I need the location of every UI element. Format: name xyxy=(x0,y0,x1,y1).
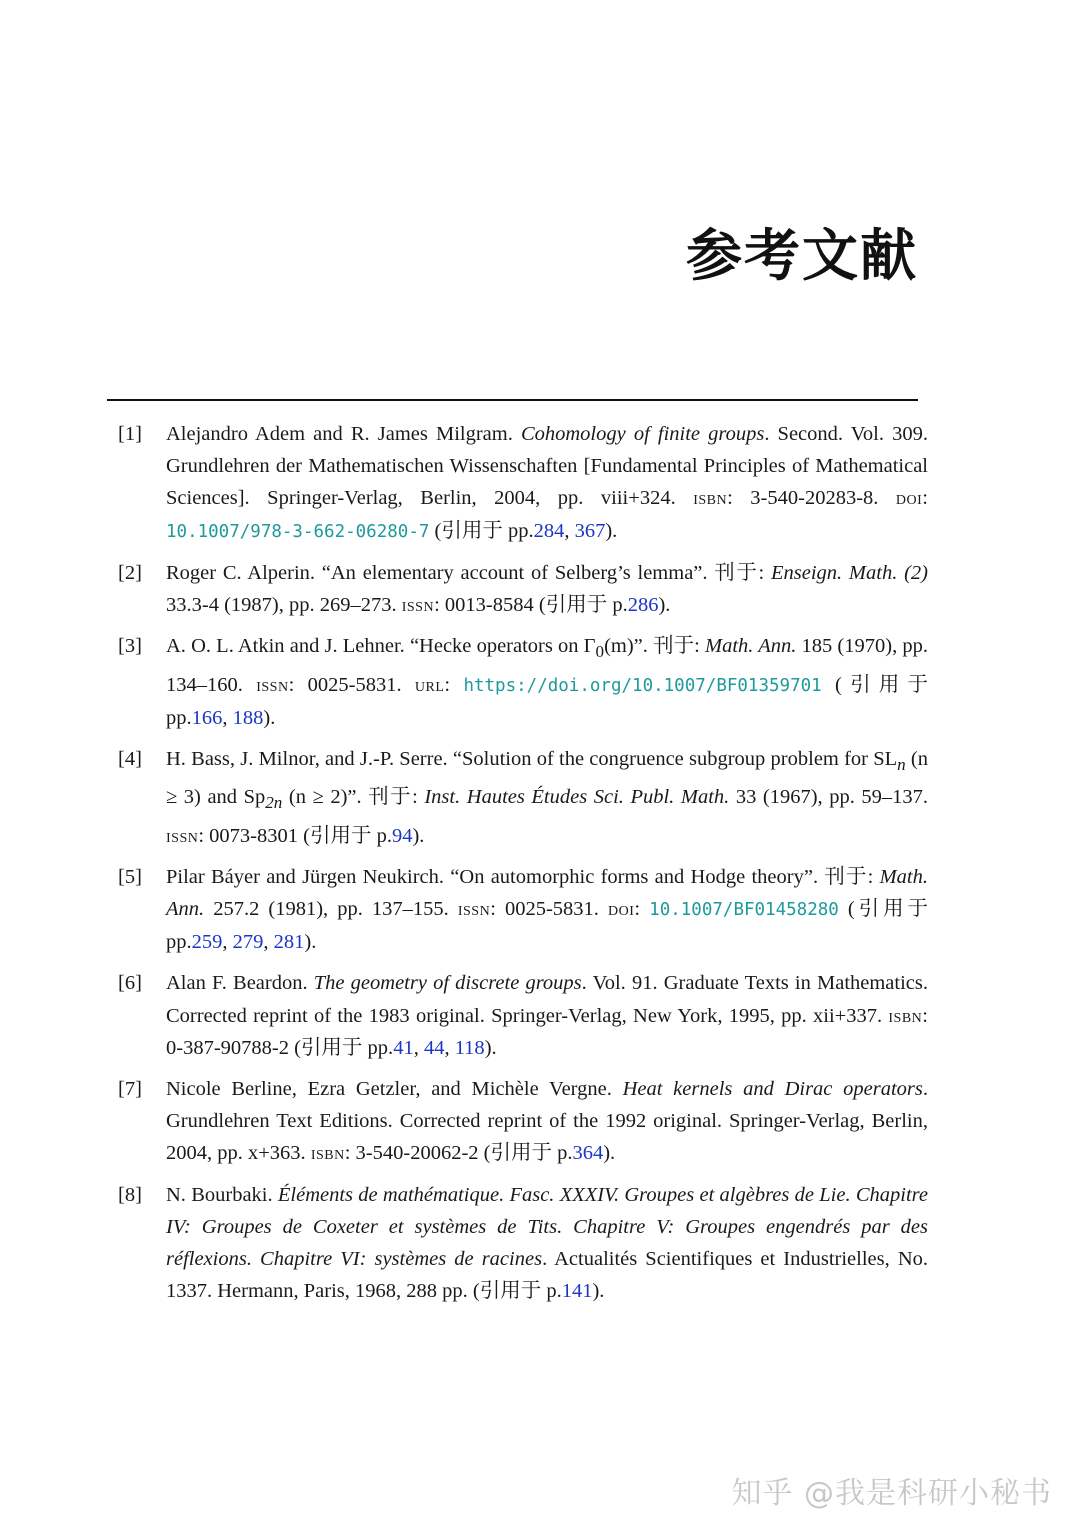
page-link[interactable]: 188 xyxy=(232,706,264,729)
page-link[interactable]: 281 xyxy=(273,931,305,954)
entry-title-end: (n ≥ 2)”. xyxy=(282,786,369,809)
entry-text: Pilar Báyer and Jürgen Neukirch. “On automorphic forms and Hodge theory”. 刊于: Math. Ann. 257.2 (1981), pp. 137–155. issn: 0025-5831. doi: 10.1007/BF01458280 (引用于 pp.259, 279, 281). xyxy=(166,865,929,954)
citation-prefix: (引用于 pp. xyxy=(166,897,929,954)
page-link[interactable]: 141 xyxy=(561,1280,593,1303)
issn-label: issn xyxy=(457,897,491,920)
subscript: 2n xyxy=(265,793,283,813)
isbn-value: : 0-387-90788-2 xyxy=(166,1004,928,1059)
entry-title-mid: (n ≥ 3) and Sp xyxy=(166,747,929,809)
page-link[interactable]: 364 xyxy=(572,1142,604,1165)
issn-label: issn xyxy=(401,594,435,617)
citation-prefix: (引用于 p. xyxy=(533,594,628,617)
entry-authors: Pilar Báyer and Jürgen Neukirch. “On automorphic forms and Hodge theory”. xyxy=(166,865,825,888)
entry-number: [6] xyxy=(118,972,142,995)
citation-suffix: ). xyxy=(412,824,425,847)
entry-book-title: Heat kernels and Dirac operators xyxy=(622,1077,923,1100)
citation-suffix: ). xyxy=(592,1280,605,1303)
entry-text: Alejandro Adem and R. James Milgram. Cohomology of finite groups. Second. Vol. 309. Grundlehren der Mathematischen Wissenschaften [Fundamental Principles of Mathematical Sciences]. Springer-Verlag, Berlin, 2004, pp. viii+324. isbn: 3-540-20283-8. doi: 10.1007/978-3-662-06280-7 (引用于 pp.284, 367). xyxy=(166,423,928,542)
entry-number: [1] xyxy=(118,423,142,445)
issn-value: : 0013-8584 xyxy=(434,594,534,617)
citation-prefix: (引用于 p. xyxy=(467,1280,562,1303)
page-link[interactable]: 118 xyxy=(454,1036,485,1059)
doi-label: doi xyxy=(895,487,923,510)
bib-entry-7 xyxy=(118,1073,928,1170)
issn-value: : 0025-5831. xyxy=(288,673,415,696)
page-link[interactable]: 166 xyxy=(191,706,223,729)
issn-label: issn xyxy=(256,673,289,696)
url-separator: : xyxy=(444,673,464,696)
entry-number: [7] xyxy=(118,1077,142,1100)
entry-number: [5] xyxy=(118,865,142,888)
bib-entry-5 xyxy=(118,861,928,959)
entry-journal: Inst. Hautes Études Sci. Publ. Math. xyxy=(424,786,730,809)
entry-details: 185 (1970), pp. 134–160. xyxy=(166,635,929,696)
citation-suffix: ). xyxy=(658,594,671,617)
isbn-label: isbn xyxy=(693,487,728,510)
doi-label: doi xyxy=(608,897,635,920)
isbn-label: isbn xyxy=(888,1004,923,1027)
subscript: n xyxy=(897,755,906,775)
page-title: 参考文献 xyxy=(686,223,918,289)
page-link[interactable]: 279 xyxy=(232,931,264,954)
entry-journal: Enseign. Math. (2) xyxy=(771,561,928,584)
entry-details: . Vol. 91. Graduate Texts in Mathematics. Corrected reprint of the 1983 original. Springer-Verlag, New York, 1995, pp. xii+337. xyxy=(166,972,928,1027)
published-in-label: 刊于 xyxy=(653,635,695,658)
watermark: 知乎 @我是科研小秘书 xyxy=(731,1476,1052,1511)
published-in-label: 刊于 xyxy=(714,561,759,584)
entry-details: 33 (1967), pp. 59–137. xyxy=(729,786,929,809)
citation-prefix: (引用于 pp. xyxy=(429,519,534,542)
isbn-value: : 3-540-20062-2 xyxy=(344,1142,479,1165)
bib-entry-8 xyxy=(118,1179,928,1308)
page-link[interactable]: 367 xyxy=(574,519,606,542)
subscript: 0 xyxy=(595,642,605,662)
citation-prefix: (引用于 pp. xyxy=(288,1036,394,1059)
published-in-label: 刊于 xyxy=(824,865,868,888)
citation-suffix: ). xyxy=(304,931,317,954)
bib-entry-6 xyxy=(118,967,928,1064)
doi-separator: : xyxy=(922,487,928,510)
citation-suffix: ). xyxy=(603,1142,616,1165)
bibliography-list xyxy=(118,418,928,1316)
page-link[interactable]: 41 xyxy=(393,1036,414,1059)
doi-separator: : xyxy=(634,897,650,920)
isbn-value: : 3-540-20283-8. xyxy=(727,487,896,510)
entry-details: . Grundlehren Text Editions. Corrected reprint of the 1992 original. Springer-Verlag, Berlin, 2004, pp. x+363. xyxy=(166,1077,928,1165)
entry-authors: A. O. L. Atkin and J. Lehner. “Hecke operators on Γ xyxy=(166,635,596,658)
url-link[interactable]: https://doi.org/10.1007/BF01359701 xyxy=(463,675,822,696)
citation-suffix: ). xyxy=(484,1036,497,1059)
doi-link[interactable]: 10.1007/978-3-662-06280-7 xyxy=(166,521,430,542)
isbn-label: isbn xyxy=(310,1142,345,1165)
entry-text: A. O. L. Atkin and J. Lehner. “Hecke operators on $\Gamma_0(m)$”. 刊于: Math. Ann. 185 (1970), pp. 134–160. issn: 0025-5831. url: https://doi.org/10.1007/BF01359701 (引用于 pp.166, 188). xyxy=(166,635,929,729)
entry-text xyxy=(166,1073,928,1170)
entry-book-title: Éléments de mathématique. Fasc. XXXIV. Groupes et algèbres de Lie. Chapitre IV: Groupes de Coxeter et systèmes de Tits. Chapitre V: Groupes engendrés par des réflexions. Chapitre VI: systèmes de racines xyxy=(166,1183,928,1270)
page-link[interactable]: 284 xyxy=(533,519,565,542)
issn-value: : 0073-8301 xyxy=(198,824,299,847)
entry-authors: H. Bass, J. Milnor, and J.-P. Serre. “Solution of the congruence subgroup problem for SL xyxy=(166,747,898,770)
page-link[interactable]: 259 xyxy=(191,931,223,954)
citation-prefix: (引用于 pp. xyxy=(166,673,928,729)
citation-prefix: (引用于 p. xyxy=(298,824,392,847)
entry-details: 257.2 (1981), pp. 137–155. xyxy=(204,897,458,920)
bib-entry-4 xyxy=(118,743,928,852)
citation-suffix: ). xyxy=(605,519,618,542)
entry-text: Alan F. Beardon. The geometry of discrete groups. Vol. 91. Graduate Texts in Mathematics. Corrected reprint of the 1983 original. Springer-Verlag, New York, 1995, pp. xii+337. isbn: 0-387-90788-2 (引用于 pp.41, 44, 118). xyxy=(166,972,928,1059)
title-rule xyxy=(107,399,918,401)
entry-authors: Alan F. Beardon. xyxy=(166,972,314,995)
citation-prefix: (引用于 p. xyxy=(478,1142,573,1165)
entry-number: [8] xyxy=(118,1183,142,1206)
doi-link[interactable]: 10.1007/BF01458280 xyxy=(649,899,839,920)
bib-entry-1 xyxy=(118,418,928,548)
entry-text: H. Bass, J. Milnor, and J.-P. Serre. “Solution of the congruence subgroup problem for $SL_n$ (n ≥ 3) and $Sp_{2n}$ (n ≥ 2)”. 刊于: Inst. Hautes Études Sci. Publ. Math. 33 (1967), pp. 59–137. issn: 0073-8301 (引用于 p.94). xyxy=(166,747,929,847)
entry-authors: Alejandro Adem and R. James Milgram. xyxy=(166,423,521,445)
entry-details: . Actualités Scientifiques et Industrielles, No. 1337. Hermann, Paris, 1968, 288 pp. xyxy=(166,1247,928,1303)
entry-journal: Math. Ann. xyxy=(705,635,797,658)
entry-authors: Roger C. Alperin. “An elementary account of Selberg’s lemma”. xyxy=(166,561,715,584)
entry-authors: N. Bourbaki. xyxy=(166,1183,278,1206)
entry-text: Roger C. Alperin. “An elementary account of Selberg’s lemma”. 刊于: Enseign. Math. (2) 33.3-4 (1987), pp. 269–273. issn: 0013-8584 (引用于 p.286). xyxy=(166,561,928,617)
entry-authors: Nicole Berline, Ezra Getzler, and Michèle Vergne. xyxy=(166,1077,623,1100)
published-in-label: 刊于 xyxy=(368,786,413,809)
entry-number: [4] xyxy=(118,747,142,770)
entry-journal: Math. Ann. xyxy=(166,865,929,920)
entry-details: 33.3-4 (1987), pp. 269–273. xyxy=(166,594,402,617)
bib-entry-2 xyxy=(118,557,928,621)
citation-suffix: ). xyxy=(263,706,276,729)
entry-book-title: Cohomology of finite groups xyxy=(520,423,765,445)
entry-title-end: (m)”. xyxy=(604,635,654,658)
issn-label: issn xyxy=(166,824,199,847)
page-link[interactable]: 286 xyxy=(627,594,659,617)
entry-text xyxy=(166,1179,928,1308)
page-link[interactable]: 44 xyxy=(423,1036,445,1059)
issn-value: : 0025-5831. xyxy=(490,897,608,920)
page-link[interactable]: 94 xyxy=(391,824,413,847)
entry-book-title: The geometry of discrete groups xyxy=(313,972,582,995)
entry-number: [2] xyxy=(118,561,142,584)
bib-entry-3 xyxy=(118,630,928,734)
entry-details: . Second. Vol. 309. Grundlehren der Mathematischen Wissenschaften [Fundamental Principles of Mathematical Sciences]. Springer-Verlag, Berlin, 2004, pp. viii+324. xyxy=(166,423,928,510)
url-label: url xyxy=(414,673,445,696)
entry-number: [3] xyxy=(118,635,142,658)
